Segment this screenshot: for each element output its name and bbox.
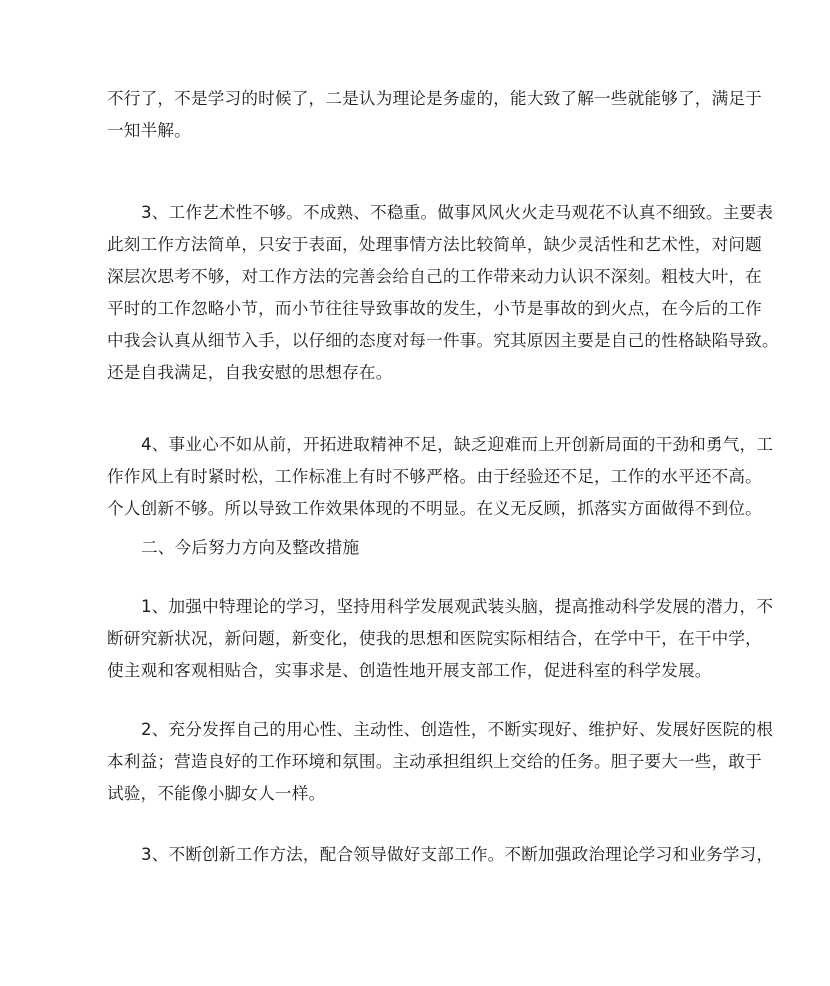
text-line: 平时的工作忽略小节，而小节往往导致事故的发生，小节是事故的到火点，在今后的工作 xyxy=(107,299,762,318)
paragraph-item-3 xyxy=(107,197,779,389)
section-heading xyxy=(107,532,737,564)
paragraph-item-4 xyxy=(107,429,774,525)
text-line: 使主观和客观相贴合，实事求是、创造性地开展支部工作，促进科室的科学发展。 xyxy=(107,661,712,680)
paragraph-measure-2 xyxy=(107,714,774,810)
paragraph-continued xyxy=(107,83,762,147)
text-line: 3、不断创新工作方法，配合领导做好支部工作。不断加强政治理论学习和业务学习， xyxy=(141,845,774,864)
heading-text: 二、今后努力方向及整改措施 xyxy=(141,538,360,557)
text-line: 试验，不能像小脚女人一样。 xyxy=(107,784,326,803)
text-line: 深层次思考不够，对工作方法的完善会给自己的工作带来动力认识不深刻。粗枝大叶，在 xyxy=(107,267,762,286)
text-line: 1、加强中特理论的学习，坚持用科学发展观武装头脑，提高推动科学发展的潜力，不 xyxy=(141,597,774,616)
text-line: 作作风上有时紧时松，工作标准上有时不够严格。由于经验还不足，工作的水平还不高。 xyxy=(107,467,762,486)
text-line: 断研究新状况，新问题，新变化，使我的思想和医院实际相结合，在学中干，在干中学， xyxy=(107,629,762,648)
text-line: 不行了，不是学习的时候了，二是认为理论是务虚的，能大致了解一些就能够了，满足于 xyxy=(107,89,762,108)
paragraph-measure-3 xyxy=(107,839,774,871)
text-line: 中我会认真从细节入手，以仔细的态度对每一件事。究其原因主要是自己的性格缺陷导致。 xyxy=(107,331,779,350)
text-line: 3、工作艺术性不够。不成熟、不稳重。做事风风火火走马观花不认真不细致。主要表 xyxy=(141,203,774,222)
text-line: 此刻工作方法简单，只安于表面，处理事情方法比较简单，缺少灵活性和艺术性，对问题 xyxy=(107,235,762,254)
text-line: 个人创新不够。所以导致工作效果体现的不明显。在义无反顾，抓落实方面做得不到位。 xyxy=(107,499,762,518)
text-line: 本利益；营造良好的工作环境和氛围。主动承担组织上交给的任务。胆子要大一些，敢于 xyxy=(107,752,762,771)
text-line: 一知半解。 xyxy=(107,121,191,140)
text-line: 还是自我满足，自我安慰的思想存在。 xyxy=(107,363,393,382)
text-line: 4、事业心不如从前，开拓进取精神不足，缺乏迎难而上开创新局面的干劲和勇气，工 xyxy=(141,435,774,454)
text-line: 2、充分发挥自己的用心性、主动性、创造性，不断实现好、维护好、发展好医院的根 xyxy=(141,720,774,739)
paragraph-measure-1 xyxy=(107,591,774,687)
